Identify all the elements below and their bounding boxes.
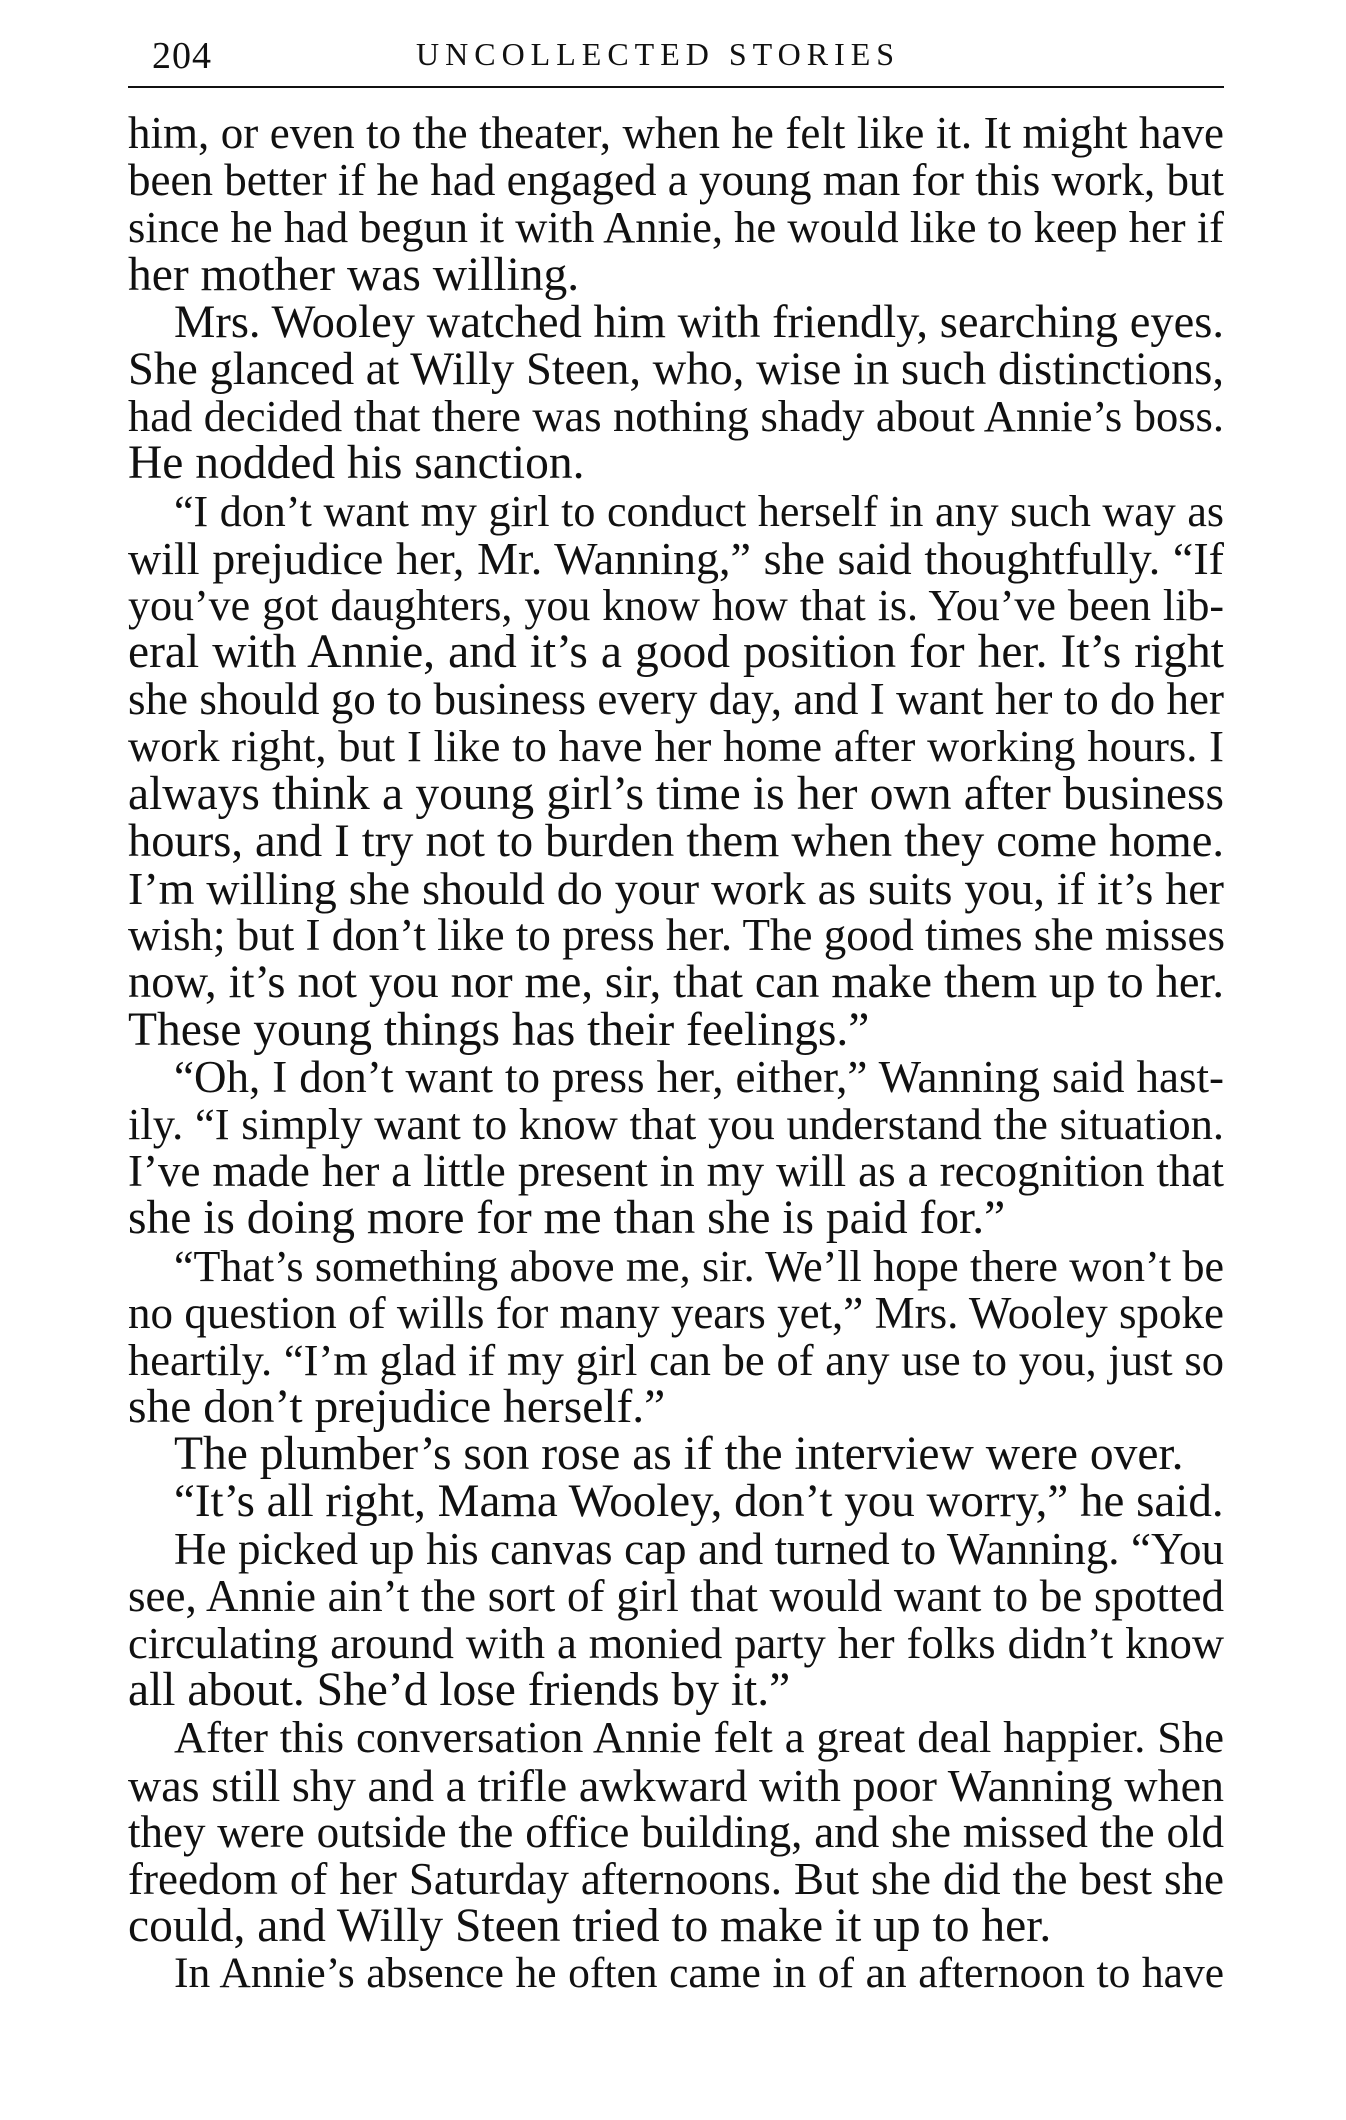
- body-text: [128, 110, 1224, 1998]
- text-line: now, it’s not you nor me, sir, that can make them up to her.: [128, 957, 1224, 1009]
- text-line: She glanced at Willy Steen, who, wise in such distinctions,: [128, 343, 1224, 395]
- text-line: work right, but I like to have her home after working hours. I: [128, 721, 1224, 772]
- text-line: ily. “I simply want to know that you understand the situation.: [128, 1098, 1224, 1149]
- text-line: she should go to business every day, and I want her to do her: [128, 674, 1224, 725]
- text-line: After this conversation Annie felt a great deal happier. She: [174, 1712, 1224, 1763]
- page-number: 204: [152, 35, 212, 77]
- text-line: “That’s something above me, sir. We’ll hope there won’t be: [174, 1241, 1224, 1291]
- text-line: had decided that there was nothing shady about Annie’s boss.: [128, 391, 1224, 442]
- text-line: been better if he had engaged a young man for this work, but: [128, 155, 1224, 206]
- text-line: will prejudice her, Mr. Wanning,” she said thoughtfully. “If: [128, 532, 1224, 584]
- text-line: you’ve got daughters, you know how that is. You’ve been lib-: [128, 580, 1224, 630]
- text-line: all about. She’d lose friends by it.”: [128, 1664, 791, 1717]
- text-line: wish; but I don’t like to press her. The good times she misses: [128, 910, 1226, 961]
- text-line: I’ve made her a little present in my will as a recognition that: [128, 1146, 1224, 1197]
- text-line: see, Annie ain’t the sort of girl that would want to be spotted: [128, 1570, 1224, 1621]
- text-line: He picked up his canvas cap and turned to Wanning. “You: [174, 1523, 1224, 1574]
- text-line: These young things has their feelings.”: [128, 1003, 870, 1056]
- text-line: In Annie’s absence he often came in of an afternoon to have: [174, 1949, 1224, 1998]
- text-line: hours, and I try not to burden them when they come home.: [128, 815, 1224, 867]
- text-line: she don’t prejudice herself.”: [128, 1381, 666, 1434]
- text-line: The plumber’s son rose as if the interview were over.: [174, 1428, 1184, 1481]
- page-header: [128, 18, 1224, 76]
- text-line: “It’s all right, Mama Wooley, don’t you worry,” he said.: [174, 1475, 1224, 1528]
- text-line: they were outside the office building, and she missed the old: [128, 1806, 1224, 1857]
- text-line: “Oh, I don’t want to press her, either,” Wanning said hast-: [174, 1051, 1224, 1102]
- text-line: heartily. “I’m glad if my girl can be of any use to you, just so: [128, 1334, 1224, 1385]
- text-line: circulating around with a monied party her folks didn’t know: [128, 1618, 1224, 1668]
- text-line: eral with Annie, and it’s a good position for her. It’s right: [128, 626, 1224, 679]
- text-line: him, or even to the theater, when he felt like it. It might have: [128, 108, 1224, 158]
- text-line: was still shy and a trifle awkward with poor Wanning when: [128, 1759, 1224, 1811]
- text-line: her mother was willing.: [128, 248, 580, 301]
- text-line: Mrs. Wooley watched him with friendly, searching eyes.: [174, 296, 1224, 348]
- text-line: since he had begun it with Annie, he would like to keep her if: [128, 202, 1224, 253]
- text-line: she is doing more for me than she is paid for.”: [128, 1192, 1006, 1245]
- text-line: freedom of her Saturday afternoons. But she did the best she: [128, 1853, 1224, 1904]
- header-rule: [128, 86, 1224, 88]
- book-page: [128, 18, 1226, 1998]
- text-line: “I don’t want my girl to conduct herself in any such way as: [174, 486, 1224, 536]
- text-line: always think a young girl’s time is her own after business: [128, 767, 1224, 820]
- text-line: could, and Willy Steen tried to make it up to her.: [128, 1900, 1052, 1953]
- text-line: no question of wills for many years yet,” Mrs. Wooley spoke: [128, 1287, 1224, 1338]
- running-head: UNCOLLECTED STORIES: [416, 36, 901, 72]
- text-line: I’m willing she should do your work as suits you, if it’s her: [128, 863, 1224, 914]
- text-line: He nodded his sanction.: [128, 437, 585, 490]
